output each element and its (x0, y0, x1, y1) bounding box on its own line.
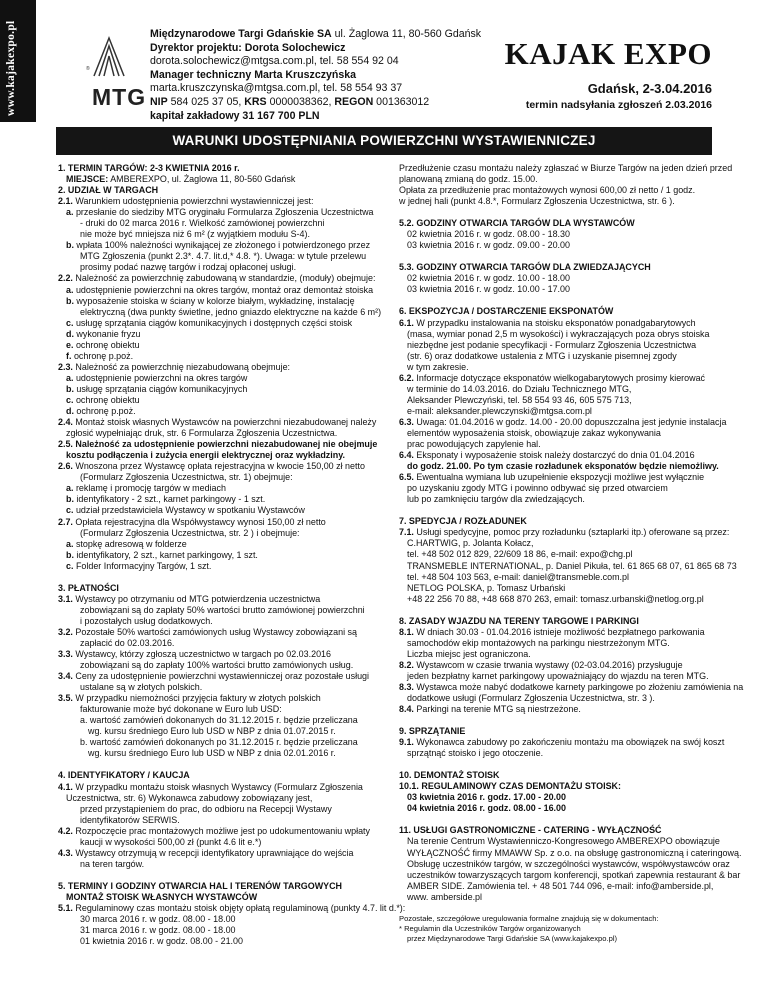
text-line: (masa, wymiar ponad 2,5 m wysokości) i wykraczających poza obrys stoiska (407, 328, 710, 339)
text-line: lub po zamknięciu targów dla zwiedzających. (407, 494, 585, 505)
item-number: 2.1. (58, 196, 73, 207)
text-line: planowaną zmianą do godz. 15.00. (399, 174, 538, 185)
spacer (399, 505, 714, 516)
text-line: tel. +48 504 103 563, e-mail: daniel@transmeble.com.pl (407, 571, 629, 582)
item-text: Należność za powierzchnię niezabudowaną obejmuje: (72, 361, 291, 372)
item-number: 7.1. (399, 527, 414, 538)
item-text: W przypadku niemożności przyjęcia faktury w złotych polskich (72, 693, 321, 704)
text-line (58, 207, 396, 218)
text-line: na teren targów. (80, 858, 145, 869)
item-text: identyfikatory - 2 szt., karnet parkingowy - 1 szt. (73, 494, 266, 505)
item-text: stopkę adresową w folderze (73, 538, 187, 549)
spacer (399, 605, 714, 616)
item-number: 6.1. (399, 317, 414, 328)
text-line: zobowiązani są do zapłaty 50% wartości brutto zamówionej powierzchni (80, 604, 365, 615)
item-text: Montaż stoisk własnych Wystawców na powierzchni niezabudowanej należy (72, 417, 377, 428)
text-line (399, 681, 744, 693)
text-line: w jednej hali (punkt 4.8.*, Formularz Zgłoszenia Uczestnictwa, str. 6 ). (399, 196, 675, 207)
krs-value: 0000038362, (266, 95, 335, 108)
text-line (58, 505, 396, 516)
text-line (58, 318, 396, 329)
item-number: b. (66, 383, 74, 394)
item-number: 8.4. (399, 704, 414, 715)
text-line: TRANSMEBLE INTERNATIONAL, p. Daniel Pikuła, tel. 61 865 68 07, 61 865 68 73 (407, 560, 737, 571)
item-text: Wystawcy otrzymują w recepcji identyfikatory uprawniające do wejścia (72, 847, 354, 858)
spacer (399, 759, 714, 770)
item-text: ochronę obiektu (73, 394, 140, 405)
org-address: ul. Żaglowa 11, 80-560 Gdańsk (331, 28, 482, 40)
text-line: kaucji w wysokości 500,00 zł (punkt 4.6 lit e.*) (80, 836, 262, 847)
item-number: 3.3. (58, 649, 73, 660)
text-line (58, 196, 396, 207)
item-number: a. (66, 207, 74, 218)
text-line: 2. UDZIAŁ W TARGACH (58, 185, 159, 196)
side-url-strip (0, 0, 36, 122)
text-line: 04 kwietnia 2016 r. godz. 08.00 - 16.00 (407, 803, 566, 814)
item-text: Wystawcy po otrzymaniu od MTG potwierdzenia uczestnictwa (72, 593, 321, 604)
text-line: wg. kursu średniego Euro lub USD w NBP z dnia 02.01.2016 r. (88, 748, 336, 759)
text-line: prosimy podać nazwę targów i rodzaj opłaconej usługi. (80, 262, 297, 273)
text-line (58, 550, 396, 561)
director-contact[interactable]: dorota.solochewicz@mtgsa.com.pl, tel. 58 554 92 04 (150, 55, 399, 68)
text-line: WYŁĄCZNOŚĆ firmy MMAWW Sp. z o.o. na obsługę gastronomiczną i cateringową. (407, 847, 742, 858)
spacer (58, 572, 396, 583)
item-number: a. (66, 372, 74, 383)
item-text: wyposażenie stoiska w ściany w kolorze białym, wykładzinę, instalację (73, 295, 355, 306)
text-line: zobowiązani są do zapłaty 100% wartości brutto zamówionych usług. (80, 660, 354, 671)
text-line: fakturowanie może być dokonane w Euro lub USD: (80, 704, 282, 715)
text-line: C.HARTWIG, p. Jolanta Kołacz, (407, 538, 534, 549)
spacer (399, 814, 714, 825)
text-line (399, 416, 727, 428)
item-number: c. (66, 560, 74, 571)
spacer (58, 870, 396, 881)
text-line: ustalane są w złotych polskich. (80, 682, 203, 693)
text-line (58, 848, 396, 859)
text-line: www. amberside.pl (407, 891, 483, 902)
krs-label: KRS (244, 95, 267, 108)
text-line: przez Międzynarodowe Targi Gdańskie SA (www.kajakexpo.pl) (407, 933, 618, 943)
text-line: (str. 6) oraz dodatkowe ustalenia z MTG i uzyskanie pisemnej zgody (407, 350, 677, 361)
nip-label: NIP (150, 95, 168, 108)
item-text: Wystawcy, którzy zgłoszą uczestnictwo w targach po 02.03.2016 (72, 649, 331, 660)
item-text: Eksponaty i wyposażenie stoisk należy dostarczyć do dnia 01.04.2016 (413, 450, 695, 461)
text-line: 9. SPRZĄTANIE (399, 726, 466, 737)
project-director: Dyrektor projektu: Dorota Solochewicz (150, 41, 346, 54)
text-line (399, 450, 714, 461)
text-line: 4. IDENTYFIKATORY / KAUCJA (58, 770, 190, 781)
text-line (58, 174, 396, 185)
item-text: Pozostałe 50% wartości zamówionych usług Wystawcy zobowiązani są (72, 626, 357, 637)
item-text: ochronę p.poż. (71, 350, 134, 361)
spacer (399, 903, 714, 914)
text-line (58, 627, 396, 638)
text-line (399, 660, 714, 671)
text-line: 01 kwietnia 2016 r. w godz. 08.00 - 21.00 (80, 936, 243, 947)
section-banner: WARUNKI UDOSTĘPNIANIA POWIERZCHNI WYSTAWIENNICZEJ (56, 127, 712, 155)
text-line (399, 704, 714, 715)
text-line: 8. ZASADY WJAZDU NA TERENY TARGOWE I PARKINGI (399, 615, 639, 626)
text-line: Pozostałe, szczegółowe uregulowania formalne znajdują się w dokumentach: (399, 913, 659, 923)
text-line: kosztu podłączenia i zużycia energii elektrycznej oraz wykładziny. (66, 450, 345, 461)
text-line: do godz. 21.00. Po tym czasie rozładunek eksponatów będzie niemożliwy. (407, 461, 719, 472)
spacer (399, 715, 714, 726)
text-line: +48 22 256 70 88, +48 668 870 263, email: tomasz.urbanski@netlog.org.pl (407, 593, 704, 604)
item-number: 6.3. (399, 416, 414, 427)
text-line: elektryczną (dwa punkty świetlne, jedno gniazdo elektryczne na każde 6 m²) (80, 306, 382, 317)
item-text: Uwaga: 01.04.2016 w godz. 14.00 - 20.00 dopuszczalna jest jedynie instalacja (413, 416, 727, 427)
text-line (58, 782, 396, 793)
text-line: * Regulamin dla Uczestników Targów organizowanych (399, 923, 581, 933)
text-line (399, 627, 714, 638)
text-line: 03 kwietnia 2016 r. w godz. 09.00 - 20.00 (407, 240, 570, 251)
text-line (58, 351, 396, 362)
item-text: udział przedstawiciela Wystawcy w spotkaniu Wystawców (73, 505, 305, 516)
item-number: b. (66, 494, 74, 505)
spacer (399, 295, 714, 306)
text-line: identyfikatorów SERWIS. (80, 814, 180, 825)
item-number: f. (66, 350, 72, 361)
item-number: 4.2. (58, 825, 73, 836)
text-line (58, 340, 396, 351)
text-line: MONTAŻ STOISK WŁASNYCH WYSTAWCÓW (66, 891, 258, 902)
text-line (58, 461, 396, 472)
left-column (58, 163, 406, 947)
text-line: AMBER SIDE. Zamówienia tel. + 48 501 744 096, e-mail: info@amberside.pl, (407, 880, 714, 891)
text-line (399, 373, 714, 384)
item-text: usługę sprzątania ciągów komunikacyjnych (73, 383, 248, 394)
item-text: AMBEREXPO, ul. Żaglowa 11, 80-560 Gdańsk (108, 174, 296, 185)
text-line: 3. PŁATNOŚCI (58, 582, 119, 593)
text-line (58, 826, 396, 837)
text-line: w terminie do 14.03.2016. do Działu Technicznego MTG, (407, 383, 632, 394)
item-number: 3.4. (58, 671, 73, 682)
text-line: jeden bezpłatny karnet parkingowy upoważniający do wjazdu na teren MTG. (407, 670, 709, 681)
text-line: (Formularz Zgłoszenia Uczestnictwa, str. 1) obejmuje: (80, 472, 293, 483)
text-line: 6. EKSPOZYCJA / DOSTARCZENIE EKSPONATÓW (399, 306, 614, 317)
item-number: b. (66, 549, 74, 560)
text-line: 03 kwietnia 2016 r. w godz. 10.00 - 17.00 (407, 284, 570, 295)
item-text: wykonanie fryzu (73, 328, 141, 339)
text-line: samochodów ekip montażowych na parkingu niestrzeżonym MTG. (407, 637, 670, 648)
right-column (399, 163, 744, 944)
item-number: b. (66, 240, 74, 251)
item-number: 2.4. (58, 417, 73, 428)
text-line: e-mail: aleksander.plewczynski@mtgsa.com.pl (407, 405, 592, 416)
text-line (58, 417, 396, 428)
item-number: 8.3. (399, 681, 414, 692)
text-line: 31 marca 2016 r. w godz. 08.00 - 18.00 (80, 925, 236, 936)
text-line (399, 318, 714, 329)
item-number: 2.3. (58, 361, 73, 372)
svg-text:®: ® (86, 66, 90, 72)
text-line (399, 737, 725, 748)
item-text: ochronę obiektu (73, 339, 140, 350)
org-name: Międzynarodowe Targi Gdańskie SA (150, 28, 332, 40)
text-line (58, 240, 396, 251)
item-text: ochronę p.poż. (73, 406, 136, 417)
item-number: c. (66, 394, 74, 405)
text-line: i pozostałych usług dodatkowych. (80, 615, 213, 626)
item-number: 6.5. (399, 472, 414, 483)
text-line (58, 693, 396, 704)
text-line: 02 kwietnia 2016 r. w godz. 08.00 - 18.30 (407, 229, 570, 240)
regon-value: 001363012 (373, 95, 430, 108)
organizer-info (150, 28, 530, 123)
company-ids (150, 96, 530, 110)
text-line: Opłata za przedłużenie prac montażowych wynosi 600,00 zł netto / 1 godz. (399, 185, 696, 196)
text-line: przed przystąpieniem do prac, do odbioru na Recepcji Wystawy (80, 803, 332, 814)
item-number: c. (66, 505, 74, 516)
item-number: 4.3. (58, 847, 73, 858)
item-number: 3.2. (58, 626, 73, 637)
text-line (58, 649, 396, 660)
text-line: Przedłużenie czasu montażu należy zgłaszać w Biurze Targów na jeden dzień przed (399, 163, 733, 173)
item-number: a. (66, 284, 74, 295)
text-line (58, 329, 396, 340)
text-line: Uczestnictwa, str. 6) Wykonawca zabudowy zobowiązany jest, (66, 792, 313, 803)
text-line (399, 527, 730, 538)
text-line: 30 marca 2016 r. w godz. 08.00 - 18.00 (80, 914, 236, 925)
item-text: Warunkiem udostępnienia powierzchni wystawienniczej jest: (72, 196, 314, 207)
item-text: identyfikatory, 2 szt., karnet parkingowy, 1 szt. (73, 549, 258, 560)
item-text: Regulaminowy czas montażu stoisk objęty opłatą regulaminową (punkty 4.7. lit d.*): (72, 903, 406, 913)
item-number: 8.1. (399, 626, 414, 637)
text-line: niezbędne jest podanie specyfikacji - Formularz Zgłoszenia Uczestnictwa (407, 339, 697, 350)
text-line (58, 561, 396, 572)
item-number: 9.1. (399, 737, 414, 748)
text-line: (Formularz Zgłoszenia Uczestnictwa, str. 2 ) i obejmuje: (80, 527, 300, 538)
text-line (58, 273, 396, 284)
text-line: a. wartość zamówień dokonanych do 31.12.2015 r. będzie przeliczana (80, 715, 358, 726)
item-text: Folder Informacyjny Targów, 1 szt. (73, 560, 212, 571)
text-line (58, 285, 396, 296)
text-line (58, 539, 396, 550)
text-line (58, 517, 396, 528)
spacer (399, 207, 714, 218)
text-line: 5.3. GODZINY OTWARCIA TARGÓW DLA ZWIEDZAJĄCYCH (399, 262, 651, 273)
nip-value: 584 025 37 05, (167, 95, 245, 108)
text-line: - druki do 02 marca 2016 r. Wielkość zamówionej powierzchni (80, 218, 325, 229)
text-line: zgłosić wypełniając druk, str. 6 Formularza Zgłoszenia Uczestnictwa. (66, 428, 338, 439)
event-title: KAJAK EXPO (504, 36, 712, 71)
item-text: udostępnienie powierzchni na okres targów, montaż oraz demontaż stoiska (73, 284, 374, 295)
item-text: W przypadku instalowania na stoisku eksponatów ponadgabarytowych (413, 317, 696, 328)
technical-manager: Manager techniczny Marta Kruszczyńska (150, 68, 357, 81)
text-line: b. wartość zamówień dokonanych po 31.12.2015 r. będzie przeliczana (80, 737, 358, 748)
text-line: 10.1. REGULAMINOWY CZAS DEMONTAŻU STOISK: (399, 781, 621, 792)
item-number: MIEJSCE: (66, 174, 109, 185)
text-line (58, 373, 396, 384)
text-line (58, 406, 396, 417)
text-line: po uzyskaniu zgody MTG i powinno odbywać się przed otwarciem (407, 483, 668, 494)
text-line: 02 kwietnia 2016 r. w godz. 10.00 - 18.00 (407, 273, 570, 284)
text-line: 10. DEMONTAŻ STOISK (399, 770, 500, 781)
text-line: w tym zakresie. (407, 361, 469, 372)
text-line: MTG Zgłoszenia (punkt 2.3*. 4.7. lit.d,* 4.8. *). Uwaga: w tytule przelewu (80, 251, 367, 262)
text-line: uczestników towarzyszących targom konferencji, spotkań zapewnia restaurant & bar (407, 869, 741, 880)
text-line: dodatkowe usługi (Formularz Zgłoszenia Uczestnictwa, str. 3 ). (407, 693, 655, 704)
text-line: 5.2. GODZINY OTWARCIA TARGÓW DLA WYSTAWCÓW (399, 218, 635, 229)
text-line (58, 483, 396, 494)
text-line: 03 kwietnia 2016 r. godz. 17.00 - 20.00 (407, 792, 566, 803)
share-capital: kapitał zakładowy 31 167 700 PLN (150, 109, 320, 122)
text-line: nie może być mniejsza niż 6 m² (z wyjątkiem modułu S-4). (80, 229, 310, 240)
item-number: 3.5. (58, 693, 73, 704)
text-line (58, 296, 396, 307)
item-text: reklamę i promocję targów w mediach (73, 483, 226, 494)
text-line: Na terenie Centrum Wystawienniczo-Kongresowego AMBEREXPO obowiązuje (407, 836, 720, 847)
item-text: Należność za powierzchnię zabudowaną w standardzie, (moduły) obejmuje: (72, 273, 376, 284)
text-line (58, 903, 406, 914)
event-dates: Gdańsk, 2-3.04.2016 (587, 81, 712, 96)
text-line: elementów wyposażenia stoisk, obowiązuje zakaz wykonywania (407, 427, 661, 438)
item-number: e. (66, 339, 74, 350)
item-number: 6.2. (399, 372, 414, 383)
item-text: Informacje dotyczące eksponatów wielkogabarytowych prosimy kierować (413, 372, 706, 383)
item-text: przesłanie do siedziby MTG oryginału Formularza Zgłoszenia Uczestnictwa (73, 207, 374, 218)
item-number: a. (66, 538, 74, 549)
item-number: 2.7. (58, 516, 73, 527)
item-number: 2.2. (58, 273, 73, 284)
item-text: Wnoszona przez Wystawcę opłata rejestracyjna w kwocie 150,00 zł netto (72, 461, 365, 472)
item-text: Usługi spedycyjne, pomoc przy rozładunku (sztaplarki itp.) oferowane są przez: (413, 527, 730, 538)
text-line (58, 494, 396, 505)
item-number: c. (66, 317, 74, 328)
text-line (58, 384, 396, 395)
item-number: 2.6. (58, 461, 73, 472)
text-line (58, 671, 396, 682)
item-number: a. (66, 483, 74, 494)
item-text: Wystawcom w czasie trwania wystawy (02-03.04.2016) przysługuje (413, 659, 683, 670)
item-number: 8.2. (399, 659, 414, 670)
text-line: wg. kursu średniego Euro lub USD w NBP z dnia 01.07.2015 r. (88, 726, 336, 737)
text-line (58, 362, 396, 373)
manager-contact[interactable]: marta.kruszczynska@mtgsa.com.pl, tel. 58 554 93 37 (150, 82, 403, 95)
item-number: 6.4. (399, 450, 414, 461)
item-text: W przypadku montażu stoisk własnych Wystawcy (Formularz Zgłoszenia (72, 781, 363, 792)
text-line: 11. USŁUGI GASTRONOMICZNE - CATERING - WYŁĄCZNOŚĆ (399, 825, 662, 836)
text-line: 1. TERMIN TARGÓW: 2-3 KWIETNIA 2016 r. (58, 163, 240, 173)
text-line: Liczba miejsc jest ograniczona. (407, 648, 531, 659)
item-text: usługę sprzątania ciągów komunikacyjnych i dostępnych części stoisk (73, 317, 353, 328)
spacer (58, 759, 396, 770)
item-text: Ceny za udostępnienie powierzchni wystawienniczej oraz pozostałe usługi (72, 671, 370, 682)
text-line (58, 395, 396, 406)
text-line: prac powodujących zapylenie hal. (407, 439, 541, 450)
text-line (399, 472, 714, 483)
item-text: Opłata rejestracyjna dla Współwystawcy wynosi 150,00 zł netto (72, 516, 326, 527)
item-number: 3.1. (58, 593, 73, 604)
text-line: 2.5. Należność za udostępnienie powierzchni niezabudowanej nie obejmuje (58, 439, 378, 450)
item-number: d. (66, 406, 74, 417)
item-text: Rozpoczęcie prac montażowych możliwe jest po udokumentowaniu wpłaty (72, 825, 370, 836)
item-text: Wystawca może nabyć dodatkowe karnety parkingowe po złożeniu zamówienia na (413, 681, 744, 692)
text-line: NETLOG POLSKA, p. Tomasz Urbański (407, 582, 566, 593)
logo-text: MTG (92, 84, 147, 110)
side-url[interactable]: www.kajakexpo.pl (5, 20, 17, 116)
registration-deadline: termin nadsyłania zgłoszeń 2.03.2016 (525, 99, 712, 111)
item-number: 4.1. (58, 781, 73, 792)
item-text: W dniach 30.03 - 01.04.2016 istnieje możliwość bezpłatnego parkowania (413, 626, 705, 637)
item-number: b. (66, 295, 74, 306)
text-line: 7. SPEDYCJA / ROZŁADUNEK (399, 516, 527, 527)
text-line: 5. TERMINY I GODZINY OTWARCIA HAL I TERENÓW TARGOWYCH (58, 880, 343, 891)
item-text: Ewentualna wymiana lub uzupełnienie ekspozycji możliwe jest wyłącznie (413, 472, 705, 483)
text-line: Aleksander Plewczyński, tel. 58 554 93 46, 605 575 713, (407, 394, 632, 405)
spacer (399, 251, 714, 262)
item-number: d. (66, 328, 74, 339)
item-text: Wykonawca zabudowy po zakończeniu montażu ma obowiązek na swój koszt (413, 737, 725, 748)
text-line: tel. +48 502 012 829, 22/609 18 86, e-mail: expo@chg.pl (407, 549, 633, 560)
item-text: udostępnienie powierzchni na okres targów (73, 372, 248, 383)
text-line (58, 594, 396, 605)
item-number: 5.1. (58, 903, 73, 913)
item-text: wpłata 100% należności wynikającej ze złożonego i potwierdzonego przez (73, 240, 371, 251)
item-text: Parkingi na terenie MTG są niestrzeżone. (413, 704, 581, 715)
text-line: Obsługę uczestników targów, w szczególności wystawców, współwystawców oraz (407, 858, 730, 869)
text-line: sprzątnąć stoisko i jego otoczenie. (407, 748, 544, 759)
text-line: zapłacić do 02.03.2016. (80, 637, 175, 648)
regon-label: REGON (334, 95, 374, 108)
